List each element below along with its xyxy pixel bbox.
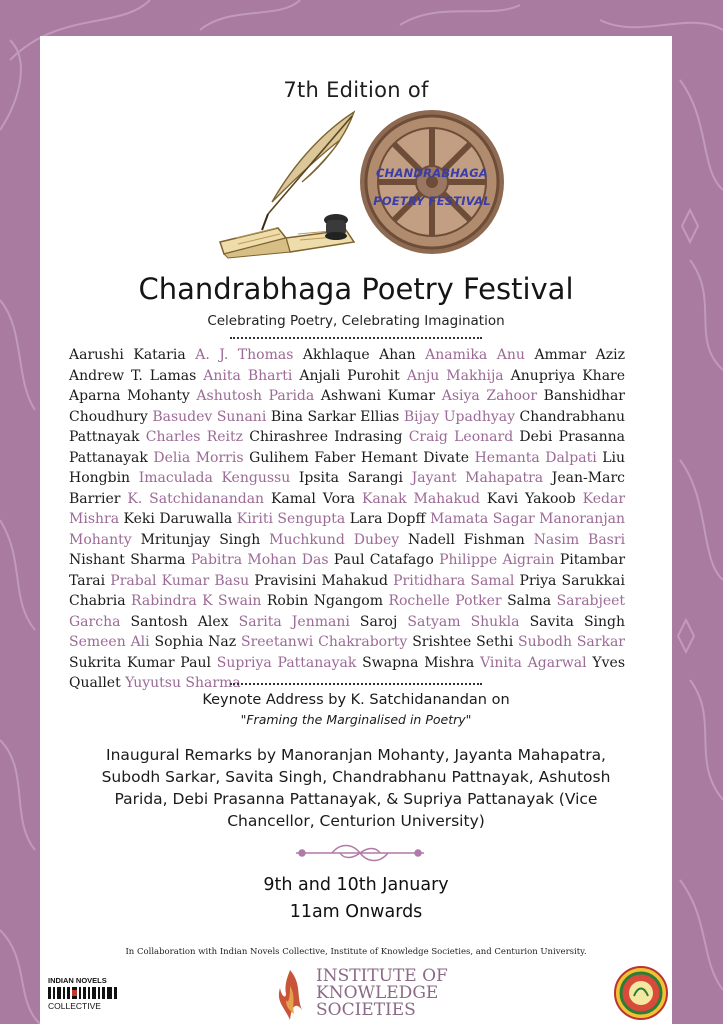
poet-name: Subodh Sarkar [518, 634, 625, 650]
poet-name: Supriya Pattanayak [216, 654, 357, 671]
wheel-icon [358, 108, 506, 256]
poet-name: Craig Leonard [408, 429, 514, 445]
partner-logos [40, 966, 672, 1024]
poet-name: Mamata Sagar [429, 511, 535, 527]
poet-name: Satyam Shukla [407, 613, 520, 630]
poet-name: Chandrabhanu Pattnayak [69, 408, 625, 445]
poet-name: Yuyutsu Sharma [125, 675, 241, 691]
poet-name: Nadell Fishman [408, 531, 525, 548]
poet-name: Hemant Divate [360, 449, 470, 466]
poet-name: Anjali Purohit [299, 367, 400, 384]
poet-name: Anita Bharti [203, 367, 293, 384]
poet-name: Salma [507, 593, 552, 609]
poet-name: Jean-Marc Barrier [69, 470, 625, 507]
poet-name: Nasim Basri [533, 531, 626, 548]
poet-name: Andrew T. Lamas [69, 367, 197, 384]
poet-name: A. J. Thomas [195, 347, 294, 363]
collaboration-note: In Collaboration with Indian Novels Collective, Institute of Knowledge Societies, and Centurion University. [125, 947, 587, 957]
poet-name: Lara Dopff [349, 511, 426, 527]
flourish-divider-icon [292, 841, 428, 865]
inc-line-1: INDIAN NOVELS [48, 976, 107, 985]
poet-name: Muchkund Dubey [269, 531, 400, 548]
poet-name: Kamal Vora [270, 490, 356, 507]
poet-name: Charles Reitz [145, 429, 244, 445]
inaugural-remarks: Inaugural Remarks by Manoranjan Mohanty, Jayanta Mahapatra, Subodh Sarkar, Savita Singh, Chandrabhanu Pattnayak, Ashutosh Parida, Debi Prasanna Pattanayak, & Supriya Pattanayak (Vice Chancellor, Centurion University) [101, 746, 611, 830]
poet-name: Pitambar Tarai [69, 552, 626, 589]
iks-line-2: KNOWLEDGE [316, 983, 439, 1003]
poet-name: Asiya Zahoor [441, 388, 538, 404]
barcode-icon [48, 987, 118, 999]
poet-name: Anupriya Khare [510, 367, 626, 384]
poet-name: Vinita Agarwal [480, 654, 587, 671]
edition-heading: 7th Edition of [283, 78, 429, 102]
inc-line-2: COLLECTIVE [48, 1001, 101, 1011]
poet-name: Kiriti Sengupta [236, 511, 346, 527]
poet-name: Hemanta Dalpati [474, 449, 597, 466]
poet-name: Aarushi Kataria [69, 347, 186, 363]
event-days: 9th and 10th January [263, 875, 449, 895]
poet-name: Savita Singh [529, 613, 626, 630]
poet-name: Delia Morris [153, 449, 244, 466]
poet-name: Chirashree Indrasing [249, 429, 403, 445]
poet-name: Sarita Jenmani [238, 613, 350, 630]
poster-card [40, 36, 672, 1024]
poet-name: Saroj [359, 613, 398, 630]
poet-name: Priya Sarukkai Chabria [69, 572, 625, 609]
poet-name: Bina Sarkar Ellias [270, 408, 400, 425]
poet-name: Ashutosh Parida [196, 388, 315, 404]
poet-name: Anju Makhija [406, 367, 504, 384]
poet-name: Kedar Mishra [69, 490, 626, 527]
wheel-text-line-1: CHANDRABHAGA [376, 166, 488, 180]
iks-name [316, 968, 448, 1019]
poet-name: Sophia Naz [154, 634, 237, 650]
poet-name: Akhlaque Ahan [302, 347, 416, 363]
poet-name: Yves Quallet [69, 654, 626, 691]
iks-line-1: INSTITUTE OF [316, 966, 448, 986]
quill-book-logo [216, 110, 360, 260]
poet-name: Liu Hongbin [69, 449, 626, 486]
poet-name: Robin Ngangom [266, 593, 383, 609]
poet-name: Kanak Mahakud [361, 490, 480, 507]
poet-name: Swapna Mishra [362, 654, 475, 671]
poet-name: Rochelle Potker [388, 593, 502, 609]
poet-name: Rabindra K Swain [131, 593, 262, 609]
festival-tagline: Celebrating Poetry, Celebrating Imagination [207, 313, 505, 329]
poet-name: Nishant Sharma [69, 552, 186, 568]
centurion-university-seal-icon [614, 966, 668, 1020]
poet-name: Santosh Alex [130, 613, 229, 630]
poet-name: Jayant Mahapatra [411, 470, 544, 486]
poet-name: Manoranjan Mohanty [69, 511, 626, 548]
poet-name: Keki Daruwalla [123, 511, 233, 527]
poet-name: Pravisini Mahakud [254, 572, 388, 589]
poet-name: Pabitra Mohan Das [190, 552, 329, 568]
poet-name: Semeen Ali [69, 634, 150, 650]
poet-name: Anamika Anu [425, 347, 525, 363]
poet-name: Sukrita Kumar Paul [69, 654, 211, 671]
dotted-divider-top [230, 337, 482, 339]
keynote-address: Keynote Address by K. Satchidanandan on [202, 692, 510, 708]
poet-list [69, 345, 625, 694]
poet-name: Imaculada Kengussu [138, 470, 291, 486]
wheel-text-line-2: POETRY FESTIVAL [373, 194, 491, 208]
poet-name: K. Satchidanandan [127, 490, 265, 507]
poet-name: Srishtee Sethi [412, 634, 514, 650]
flame-icon [272, 966, 308, 1024]
poet-name: Aparna Mohanty [69, 388, 190, 404]
poet-name: Gulihem Faber [249, 449, 356, 466]
dotted-divider-bottom [230, 683, 482, 685]
poet-name: Ammar Aziz [534, 347, 626, 363]
poet-name: Basudev Sunani [152, 408, 267, 425]
poet-name: Sarabjeet Garcha [69, 593, 626, 630]
poet-name: Banshidhar Choudhury [69, 388, 626, 425]
poet-name: Bijay Upadhyay [403, 408, 516, 425]
poet-name: Prabal Kumar Basu [110, 572, 250, 589]
poet-name: Ashwani Kumar [320, 388, 436, 404]
poet-name: Mritunjay Singh [140, 531, 261, 548]
indian-novels-collective-logo [48, 976, 120, 1011]
event-time: 11am Onwards [289, 902, 423, 922]
poet-name: Pritidhara Samal [393, 572, 515, 589]
poet-name: Debi Prasanna Pattanayak [69, 429, 625, 466]
konark-wheel-logo [358, 108, 506, 256]
poet-name: Philippe Aigrain [439, 552, 555, 568]
poet-name: Sreetanwi Chakraborty [240, 634, 408, 650]
event-dates [40, 872, 672, 926]
poet-name: Kavi Yakoob [486, 490, 576, 507]
poet-name: Ipsita Sarangi [298, 470, 404, 486]
festival-title: Chandrabhaga Poetry Festival [138, 272, 574, 306]
iks-line-3: SOCIETIES [316, 1000, 416, 1020]
poet-name: Paul Catafago [333, 552, 434, 568]
iks-logo [272, 966, 472, 1024]
keynote-topic: "Framing the Marginalised in Poetry" [240, 712, 472, 727]
